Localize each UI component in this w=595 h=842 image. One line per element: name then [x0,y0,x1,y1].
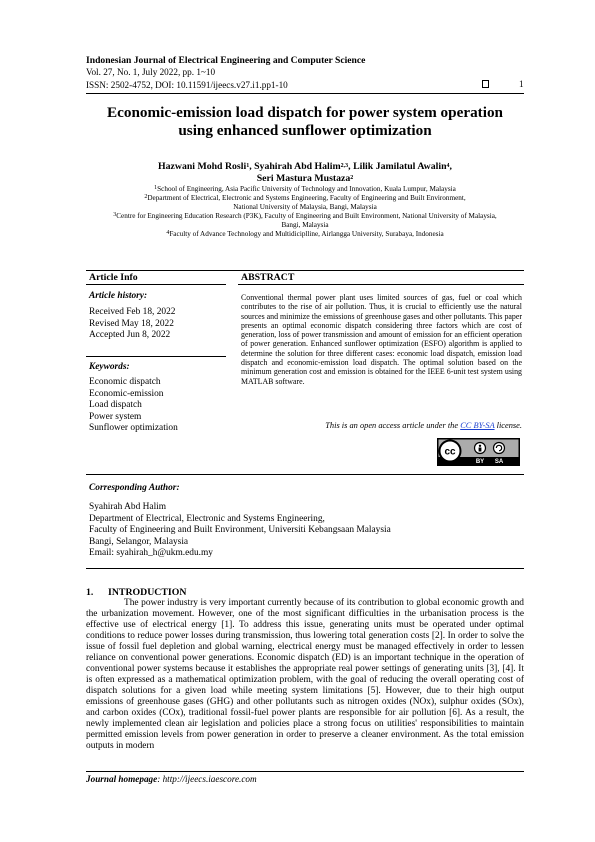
abstract-heading-rule [238,284,524,285]
sa-label: SA [494,459,504,466]
history-list [89,307,175,342]
section-heading-introduction: 1. INTRODUCTION [86,587,187,598]
open-access-suffix: license. [494,421,522,430]
affiliation-sup: 2 [144,194,148,201]
author-list [70,161,540,185]
homepage-url[interactable]: : http://ijeecs.iaescore.com [157,774,257,784]
corresponding-details [89,502,391,560]
by-person-body [479,448,482,452]
author-affil-sup: 4 [446,163,450,169]
cc-by-sa-badge[interactable] [437,438,520,466]
keywords-heading: Keywords: [89,362,130,372]
history-item: Received Feb 18, 2022 [89,307,176,317]
keyword-item: Sunflower optimization [89,423,178,434]
title-line: Economic-emission load dispatch for power system operation [107,104,503,121]
author-affil-sup: 1 [246,163,250,169]
sa-share-icon [494,443,505,454]
author-separator: , [348,161,354,172]
history-heading: Article history: [89,291,148,301]
author-name: Seri Mastura Mustaza [256,173,351,184]
header-divider [86,93,524,94]
affiliation-line [86,185,524,194]
affiliation-sup: 3 [113,212,117,219]
introduction-body [86,598,524,752]
affiliation-line [86,230,524,239]
journal-name: Indonesian Journal of Electrical Engineering and Computer Science [86,55,366,66]
affiliation-sup: 1 [154,185,158,191]
cc-logo-text: cc [444,446,456,458]
keyword-item: Load dispatch [89,400,142,411]
history-divider [86,356,226,357]
affiliation-text: Bangi, Malaysia [281,221,329,230]
corresponding-dept: Department of Electrical, Electronic and Systems Engineering, [89,513,325,524]
corresponding-address: Bangi, Selangor, Malaysia [89,536,189,547]
abstract-text: Conventional thermal power plant uses limited sources of gas, fuel or coal which contributes to the rise of air pollution. Thus, it is crucial to efficiently use the natural sources and minimize the emissions of greenhouse gases and other pollutants. This paper presents an optimal economic dispatch considering three factors which are cost of generation, loss of power transmission and amount of emission for an efficient operation of power generation. Enhanced sunflower optimization (ESFO) algorithm is applied to determine the solution for three different cases: economic load dispatch, emission load dispatch and economic-emission load dispatch. The optimal solution based on the minimum generation cost and emission is obtained for the IEEE 6-unit test system using MATLAB software. [241,293,523,386]
author-name: Hazwani Mohd Rosli [158,161,247,172]
license-link[interactable]: CC BY-SA [460,421,495,430]
corresponding-bottom-rule [86,568,524,569]
corresponding-heading: Corresponding Author: [89,483,180,493]
author-affil-sup: 2,3 [340,163,349,169]
homepage-label: Journal homepage [86,774,158,784]
paper-title [60,104,550,139]
author-name: Syahirah Abd Halim [254,161,341,172]
journal-homepage [86,774,257,784]
affiliation-text: School of Engineering, Asia Pacific University of Technology and Innovation, Kuala Lumpur, Malaysia [157,185,456,193]
info-top-rule [86,270,524,271]
square-icon [482,80,489,88]
by-label: BY [475,459,485,466]
author-line [70,161,540,173]
title-line: using enhanced sunflower optimization [178,121,432,139]
affiliation-line [86,194,524,203]
author-line [70,173,540,185]
author-name: Lilik Jamilatul Awalin [353,161,447,172]
author-separator: , [249,161,255,172]
article-info-heading: Article Info [89,272,138,283]
keyword-item: Power system [89,411,142,422]
keyword-item: Economic-emission [89,388,164,399]
keyword-list [89,377,178,435]
affiliation-line [86,221,524,230]
open-access-note [241,421,522,430]
history-item: Accepted Jun 8, 2022 [89,330,171,341]
affiliation-text: Centre for Engineering Education Research (P3K), Faculty of Engineering and Built Environment, National University of Malaysia, [116,212,497,221]
volume-info: Vol. 27, No. 1, July 2022, pp. 1~10 [86,67,216,77]
author-affil-sup: 2 [350,175,354,181]
affiliations [86,185,524,240]
keyword-item: Economic dispatch [89,377,161,387]
footer-rule [86,771,524,772]
affiliation-line [86,212,524,221]
abstract-heading: ABSTRACT [241,272,295,283]
history-item: Revised May 18, 2022 [89,318,174,329]
affiliation-text: Faculty of Advance Technology and Multidiciplline, Airlangga University, Surabaya, Indonesia [169,230,444,239]
issn-doi: ISSN: 2502-4752, DOI: 10.11591/ijeecs.v27.i1.pp1-10 [86,80,288,90]
author-separator: , [449,161,452,172]
affiliation-line [86,203,524,212]
corresponding-faculty: Faculty of Engineering and Built Environment, Universiti Kebangsaan Malaysia [89,525,391,536]
corresponding-email: Email: syahirah_h@ukm.edu.my [89,548,213,559]
page-number: 1 [519,79,524,89]
corresponding-name: Syahirah Abd Halim [89,502,167,512]
affiliation-text: National University of Malaysia, Bangi, Malaysia [233,203,377,212]
introduction-paragraph: The power industry is very important currently because of its contribution to global economic growth and the urbanization movement. However, one of the most significant difficulties in the urbanisation process is the effective use of electrical energy [1]. To address this issue, generating units must be operated under optimal conditions to reduce power losses during transmission, thus lowering total generation costs [2]. In order to solve the issue of fossil fuel depletion and global warning, electrical energy must be managed effectively in order to lessen reliance on conventional power generations. Economic dispatch (ED) is an important technique in the operation of conventional power systems because it establishes the appropriate real power settings of generating units [3], [4]. It is often expressed as a mathematical optimization problem, with the goal of reducing the overall operating cost of dispatch solutions for a given load while meeting system limitations [5]. However, due to their high output emissions of greenhouse gases (GHG) and other pollutants such as nitrogen oxides (NOx), sulphur oxides (SOx), and carbon oxides (COx), traditional fossil-fuel power plants are responsible for air pollution [6]. As a result, the newly implemented clean air legislation and policies place a strong focus on utilities' responsibilities to maintain permitted emission levels from power generation in order to preserve a cleaner environment. As the total emission outputs in modern [86,598,524,751]
info-bottom-rule [86,474,524,475]
affiliation-sup: 4 [166,230,170,237]
open-access-prefix: This is an open access article under the [325,421,461,430]
info-heading-rule [86,284,226,285]
by-person-head [479,445,481,447]
affiliation-text: Department of Electrical, Electronic and Systems Engineering, Faculty of Engineering and Built Environment, [147,194,466,203]
